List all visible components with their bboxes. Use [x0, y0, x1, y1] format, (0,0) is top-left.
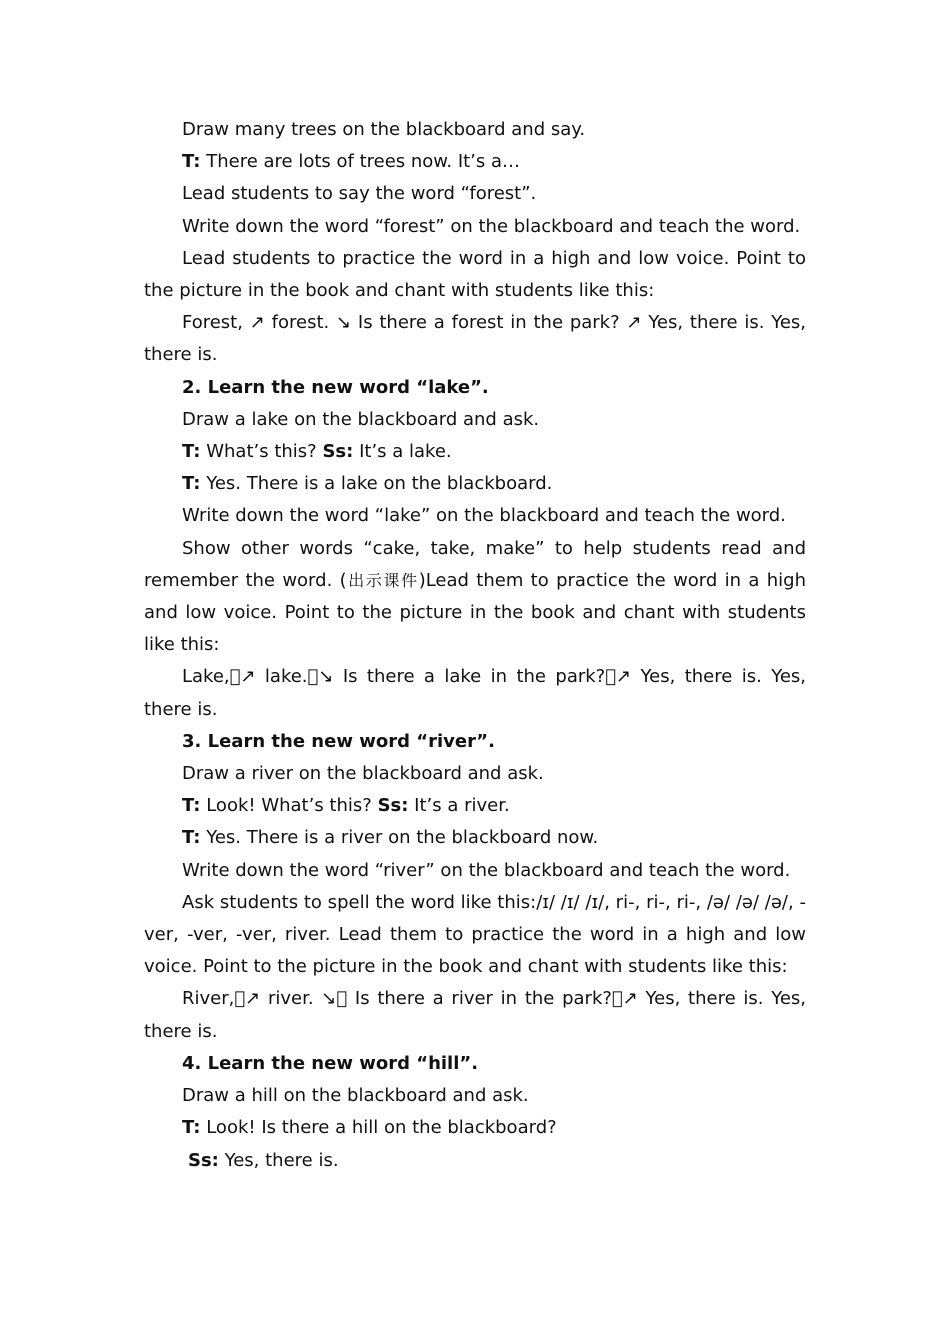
- section-heading: 2. Learn the new word “lake”.: [182, 376, 489, 398]
- text: Draw many trees on the blackboard and say.: [182, 119, 586, 140]
- paragraph: [144, 887, 806, 984]
- text: Look! What’s this?: [200, 795, 378, 817]
- text: It’s a lake.: [353, 441, 452, 463]
- speaker-label: Ss:: [377, 795, 409, 817]
- chant-line: [144, 661, 806, 725]
- text: Forest, ↗ forest. ↘ Is there a forest in the park? ↗ Yes, there is. Yes, there is.: [144, 312, 806, 366]
- text: Yes, there is.: [218, 1149, 339, 1171]
- chant-line: [144, 983, 806, 1047]
- text: Draw a river on the blackboard and ask.: [182, 763, 544, 785]
- section-heading: 4. Learn the new word “hill”.: [182, 1052, 479, 1074]
- speaker-label: Ss:: [188, 1149, 219, 1171]
- paragraph: [144, 211, 806, 243]
- paragraph: [144, 114, 806, 146]
- paragraph: [144, 1080, 806, 1112]
- dialogue-line: [144, 822, 806, 854]
- text: Draw a lake on the blackboard and ask.: [182, 408, 540, 430]
- text: River, ↗ river. ↘  Is there a river in the park? ↗ Yes, there is. Yes, there is.: [144, 988, 806, 1042]
- text: )Lead them to practice the word in a high and low voice. Point to the picture in the book and chant with students like this:: [144, 569, 806, 656]
- text: Show other words “cake, take, make” to help students read and remember the word. (: [144, 537, 806, 591]
- dialogue-line: [144, 436, 806, 468]
- text: Yes. There is a river on the blackboard now.: [200, 827, 599, 849]
- section-heading: 3. Learn the new word “river”.: [182, 730, 495, 752]
- text: There are lots of trees now. It’s a…: [200, 151, 521, 173]
- dialogue-line: [144, 1145, 806, 1177]
- document-body: [144, 114, 806, 1177]
- speaker-label: Ss:: [322, 441, 354, 463]
- speaker-label: T:: [182, 151, 201, 173]
- speaker-label: T:: [182, 795, 201, 817]
- text: Yes. There is a lake on the blackboard.: [200, 473, 553, 495]
- text: Lead students to practice the word in a high and low voice. Point to the picture in the book and chant with students like this:: [144, 247, 806, 302]
- text: What’s this?: [200, 441, 323, 463]
- paragraph: [144, 243, 806, 307]
- speaker-label: T:: [182, 441, 201, 463]
- dialogue-line: [144, 468, 806, 500]
- dialogue-line: [144, 146, 806, 178]
- text: It’s a river.: [408, 795, 510, 817]
- text: Write down the word “river” on the blackboard and teach the word.: [182, 859, 791, 881]
- paragraph: [144, 178, 806, 210]
- paragraph: [144, 533, 806, 662]
- paragraph: [144, 758, 806, 790]
- text: Lake, ↗ lake. ↘ Is there a lake in the park? ↗ Yes, there is. Yes, there is.: [144, 666, 806, 720]
- text: Draw a hill on the blackboard and ask.: [182, 1085, 529, 1107]
- speaker-label: T:: [182, 1117, 201, 1139]
- chant-line: [144, 307, 806, 371]
- text: Write down the word “forest” on the blackboard and teach the word.: [182, 215, 801, 237]
- text: Lead students to say the word “forest”.: [182, 183, 537, 205]
- dialogue-line: [144, 1112, 806, 1144]
- dialogue-line: [144, 790, 806, 822]
- speaker-label: T:: [182, 473, 201, 495]
- paragraph: [144, 404, 806, 436]
- text: Write down the word “lake” on the blackboard and teach the word.: [182, 505, 786, 527]
- text: Look! Is there a hill on the blackboard?: [200, 1117, 557, 1139]
- paragraph: [144, 500, 806, 532]
- text: Ask students to spell the word like this:/ɪ/ /ɪ/ /ɪ/, ri-, ri-, ri-, /ə/ /ə/ /ə/, -ver, -ver, -ver, river. Lead them to practice the word in a high and low voice. Point to the picture in the book and chant with students like this:: [144, 891, 806, 978]
- chinese-note: 出示课件: [346, 570, 419, 590]
- speaker-label: T:: [182, 827, 201, 849]
- paragraph: [144, 855, 806, 887]
